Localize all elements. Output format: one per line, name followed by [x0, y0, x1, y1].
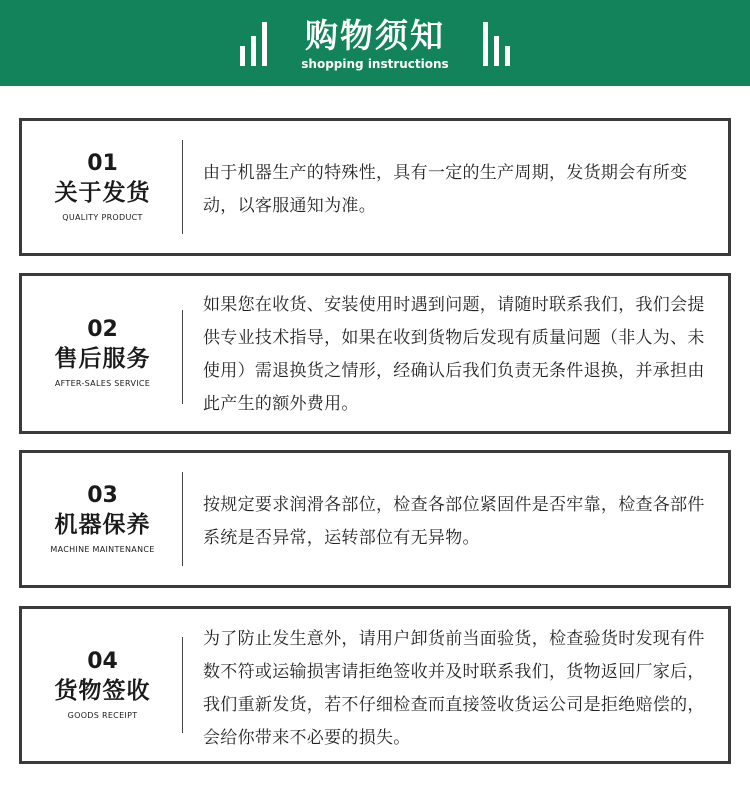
card-subtitle: QUALITY PRODUCT — [62, 212, 143, 222]
header-title-block — [301, 16, 448, 71]
card-number: 01 — [87, 150, 118, 176]
page-subtitle: shopping instructions — [301, 56, 449, 71]
card-number: 02 — [87, 317, 118, 342]
card-subtitle: GOODS RECEIPT — [67, 710, 138, 720]
card-title: 售后服务 — [54, 346, 151, 372]
card-number: 03 — [87, 482, 118, 508]
decorative-bars-left — [240, 20, 267, 66]
card-divider — [182, 637, 183, 733]
page-title: 购物须知 — [304, 15, 445, 55]
card-heading — [22, 276, 183, 431]
card-title: 货物签收 — [54, 677, 151, 704]
card-subtitle: MACHINE MAINTENANCE — [50, 544, 155, 554]
notice-card-receipt — [19, 606, 731, 764]
card-text: 为了防止发生意外，请用户卸货前当面验货，检查验货时发现有件数不符或运输损害请拒绝签收并及时联系我们，货物返回厂家后，我们重新发货，若不仔细检查而直接签收货运公司是拒绝赔偿的，会给你带来不必要的损失。 — [203, 629, 705, 748]
card-subtitle: AFTER-SALES SERVICE — [54, 379, 151, 388]
card-heading — [22, 453, 183, 585]
card-heading — [22, 609, 183, 761]
notice-card-maintenance — [19, 450, 731, 588]
card-divider — [182, 310, 183, 404]
card-divider — [182, 140, 183, 234]
card-heading — [22, 121, 183, 253]
card-text: 如果您在收货、安装使用时遇到问题，请随时联系我们，我们会提供专业技术指导，如果在收到货物后发现有质量问题（非人为、未使用）需退换货之情形，经确认后我们负责无条件退换，并承担由此产生的额外费用。 — [203, 295, 705, 414]
card-text: 按规定要求润滑各部位，检查各部位紧固件是否牢靠，检查各部件系统是否异常，运转部位有无异物。 — [203, 495, 705, 548]
card-title: 机器保养 — [54, 511, 151, 538]
notice-card-shipping — [19, 118, 731, 256]
card-divider — [182, 472, 183, 566]
header-banner — [0, 0, 750, 86]
decorative-bars-right — [483, 20, 510, 66]
notice-card-after-sales — [19, 273, 731, 434]
card-number: 04 — [87, 648, 118, 674]
card-text: 由于机器生产的特殊性，具有一定的生产周期，发货期会有所变动，以客服通知为准。 — [203, 163, 688, 216]
card-title: 关于发货 — [54, 179, 151, 206]
